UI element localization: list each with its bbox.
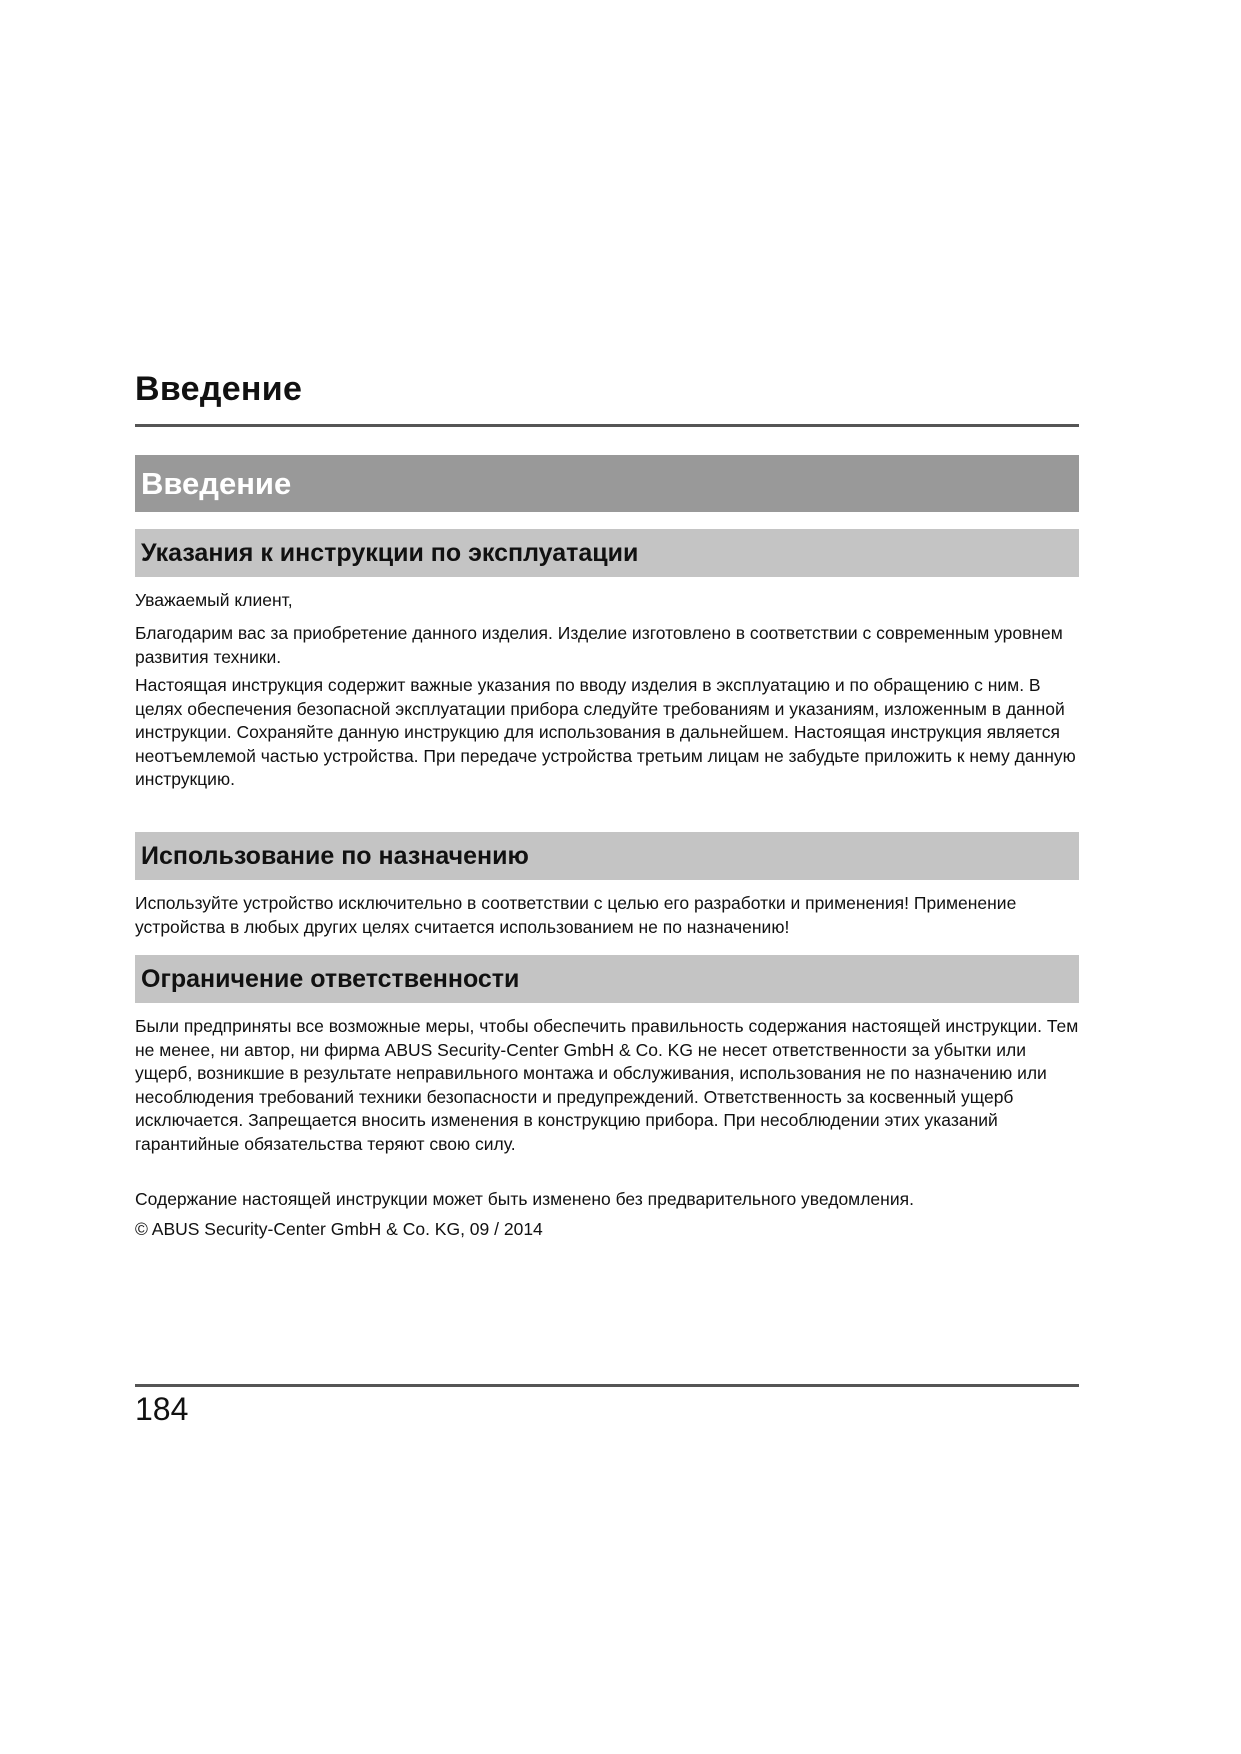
footer-divider bbox=[135, 1384, 1079, 1387]
section-heading-liability: Ограничение ответственности bbox=[135, 955, 1079, 1003]
paragraph-intended-use: Используйте устройство исключительно в соответствии с целью его разработки и применения! Применение устройства в любых других целях считается использованием не по назначению! bbox=[135, 893, 1017, 937]
section-heading-instructions: Указания к инструкции по эксплуатации bbox=[135, 529, 1079, 577]
paragraph-instruction-info: Настоящая инструкция содержит важные указания по вводу изделия в эксплуатацию и по обращению с ним. В целях обеспечения безопасной эксплуатации прибора следуйте требованиям и указаниям, изложенным в данной инструкции. Сохраняйте данную инструкцию для использования в дальнейшем. Настоящая инструкция является неотъемлемой частью устройства. При передаче устройства третьим лицам не забудьте приложить к нему данную инструкцию. bbox=[135, 675, 1076, 789]
paragraph-thanks: Благодарим вас за приобретение данного изделия. Изделие изготовлено в соответствии с современным уровнем развития техники. bbox=[135, 623, 1063, 667]
page-number: 184 bbox=[135, 1391, 189, 1427]
paragraph-liability: Были предприняты все возможные меры, чтобы обеспечить правильность содержания настоящей инструкции. Тем не менее, ни автор, ни фирма ABUS Security-Center GmbH & Co. KG не несет ответственности за убытки или ущерб, возникшие в результате неправильного монтажа и обслуживания, использования не по назначению или несоблюдения требований техники безопасности и предупреждений. Ответственность за косвенный ущерб исключается. Запрещается вносить изменения в конструкцию прибора. При несоблюдении этих указаний гарантийные обязательства теряют свою силу. bbox=[135, 1016, 1079, 1154]
paragraph-change-notice: Содержание настоящей инструкции может быть изменено без предварительного уведомления. bbox=[135, 1189, 914, 1209]
paragraph-greeting: Уважаемый клиент, bbox=[135, 590, 293, 610]
page-title: Введение bbox=[135, 370, 303, 408]
title-divider bbox=[135, 424, 1079, 427]
copyright-notice: © ABUS Security-Center GmbH & Co. KG, 09 / 2014 bbox=[135, 1219, 543, 1239]
section-heading-intended-use: Использование по назначению bbox=[135, 832, 1079, 880]
chapter-banner: Введение bbox=[135, 455, 1079, 512]
